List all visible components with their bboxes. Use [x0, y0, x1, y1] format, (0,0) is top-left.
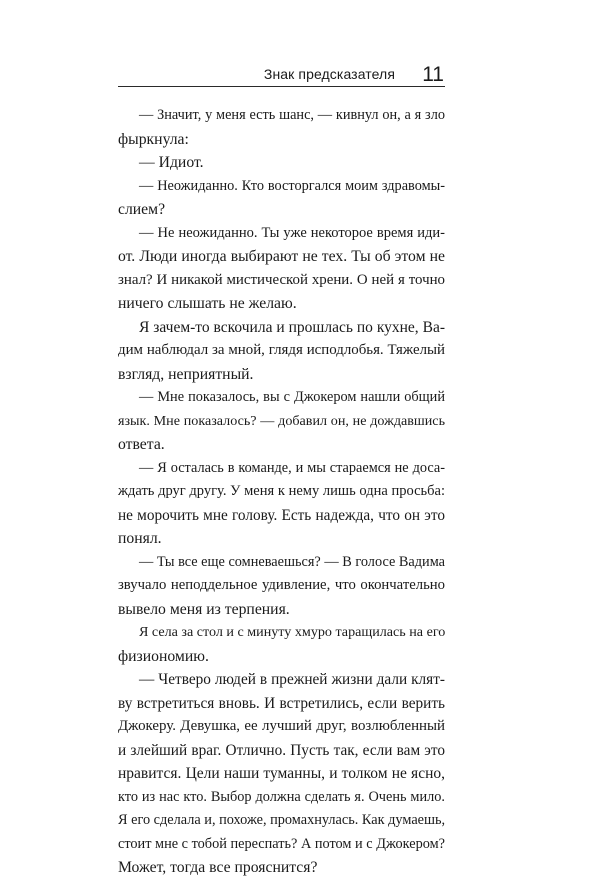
page-number: 11 [422, 63, 444, 86]
text-line: — Четверо людей в прежней жизни дали клят- [139, 671, 445, 688]
text-line: фыркнула: [118, 130, 189, 148]
text-line: ву встретиться вновь. И встретились, если верить [118, 694, 445, 712]
text-line: Я его сделала и, похоже, промахнулась. Как думаешь, [118, 812, 446, 828]
running-title: Знак предсказателя [263, 66, 395, 82]
text-line: физиономию. [118, 647, 209, 665]
text-line: слием? [118, 201, 166, 218]
text-line: не морочить мне голову. Есть надежда, что он это [118, 506, 445, 524]
text-line: дим наблюдал за мной, глядя исподлобья. Тяжелый [118, 342, 445, 358]
text-line: Джокеру. Девушка, ее лучший друг, возлюбленный [118, 718, 445, 734]
text-line: звучало неподдельное удивление, что окончательно [118, 577, 445, 593]
text-line: нравится. Цели наши туманны, и толком не ясно, [118, 765, 445, 782]
text-line: — Я осталась в команде, и мы стараемся не доса- [139, 459, 445, 476]
text-line: Я села за стол и с минуту хмуро таращилась на его [139, 624, 446, 640]
text-line: — Идиот. [139, 154, 204, 171]
text-line: понял. [118, 530, 162, 547]
text-line: — Ты все еще сомневаешься? — В голосе Вадима [139, 553, 445, 570]
text-line: от. Люди иногда выбирают не тех. Ты об этом не [118, 248, 445, 265]
text-line: и злейший враг. Отлично. Пусть так, если вам это [118, 741, 445, 759]
text-line: ждать друг другу. У меня к нему лишь одна просьба: [118, 483, 445, 499]
text-line: — Не неожиданно. Ты уже некоторое время иди- [139, 224, 445, 241]
text-line: — Мне показалось, вы с Джокером нашли общий [139, 389, 445, 405]
text-line: — Значит, у меня есть шанс, — кивнул он, а я зло [139, 107, 445, 123]
text-line: Может, тогда все прояснится? [118, 859, 318, 876]
text-line: Я зачем-то вскочила и прошлась по кухне, Ва- [139, 318, 445, 336]
page-header [118, 58, 445, 87]
text-line: знал? И никакой мистической хрени. О ней я точно [118, 271, 445, 288]
text-line: взгляд, неприятный. [118, 365, 254, 383]
text-line: вывело меня из терпения. [118, 600, 290, 618]
text-line: ничего слышать не желаю. [118, 295, 297, 312]
text-line: кто из нас кто. Выбор должна сделать я. Очень мило. [118, 788, 445, 805]
text-line: — Неожиданно. Кто восторгался моим здравомы- [139, 177, 445, 194]
body-text [118, 104, 445, 880]
text-line: ответа. [118, 436, 165, 453]
text-line: язык. Мне показалось? — добавил он, не дождавшись [118, 412, 445, 429]
text-line: стоит мне с тобой переспать? А потом и с Джокером? [118, 835, 445, 852]
